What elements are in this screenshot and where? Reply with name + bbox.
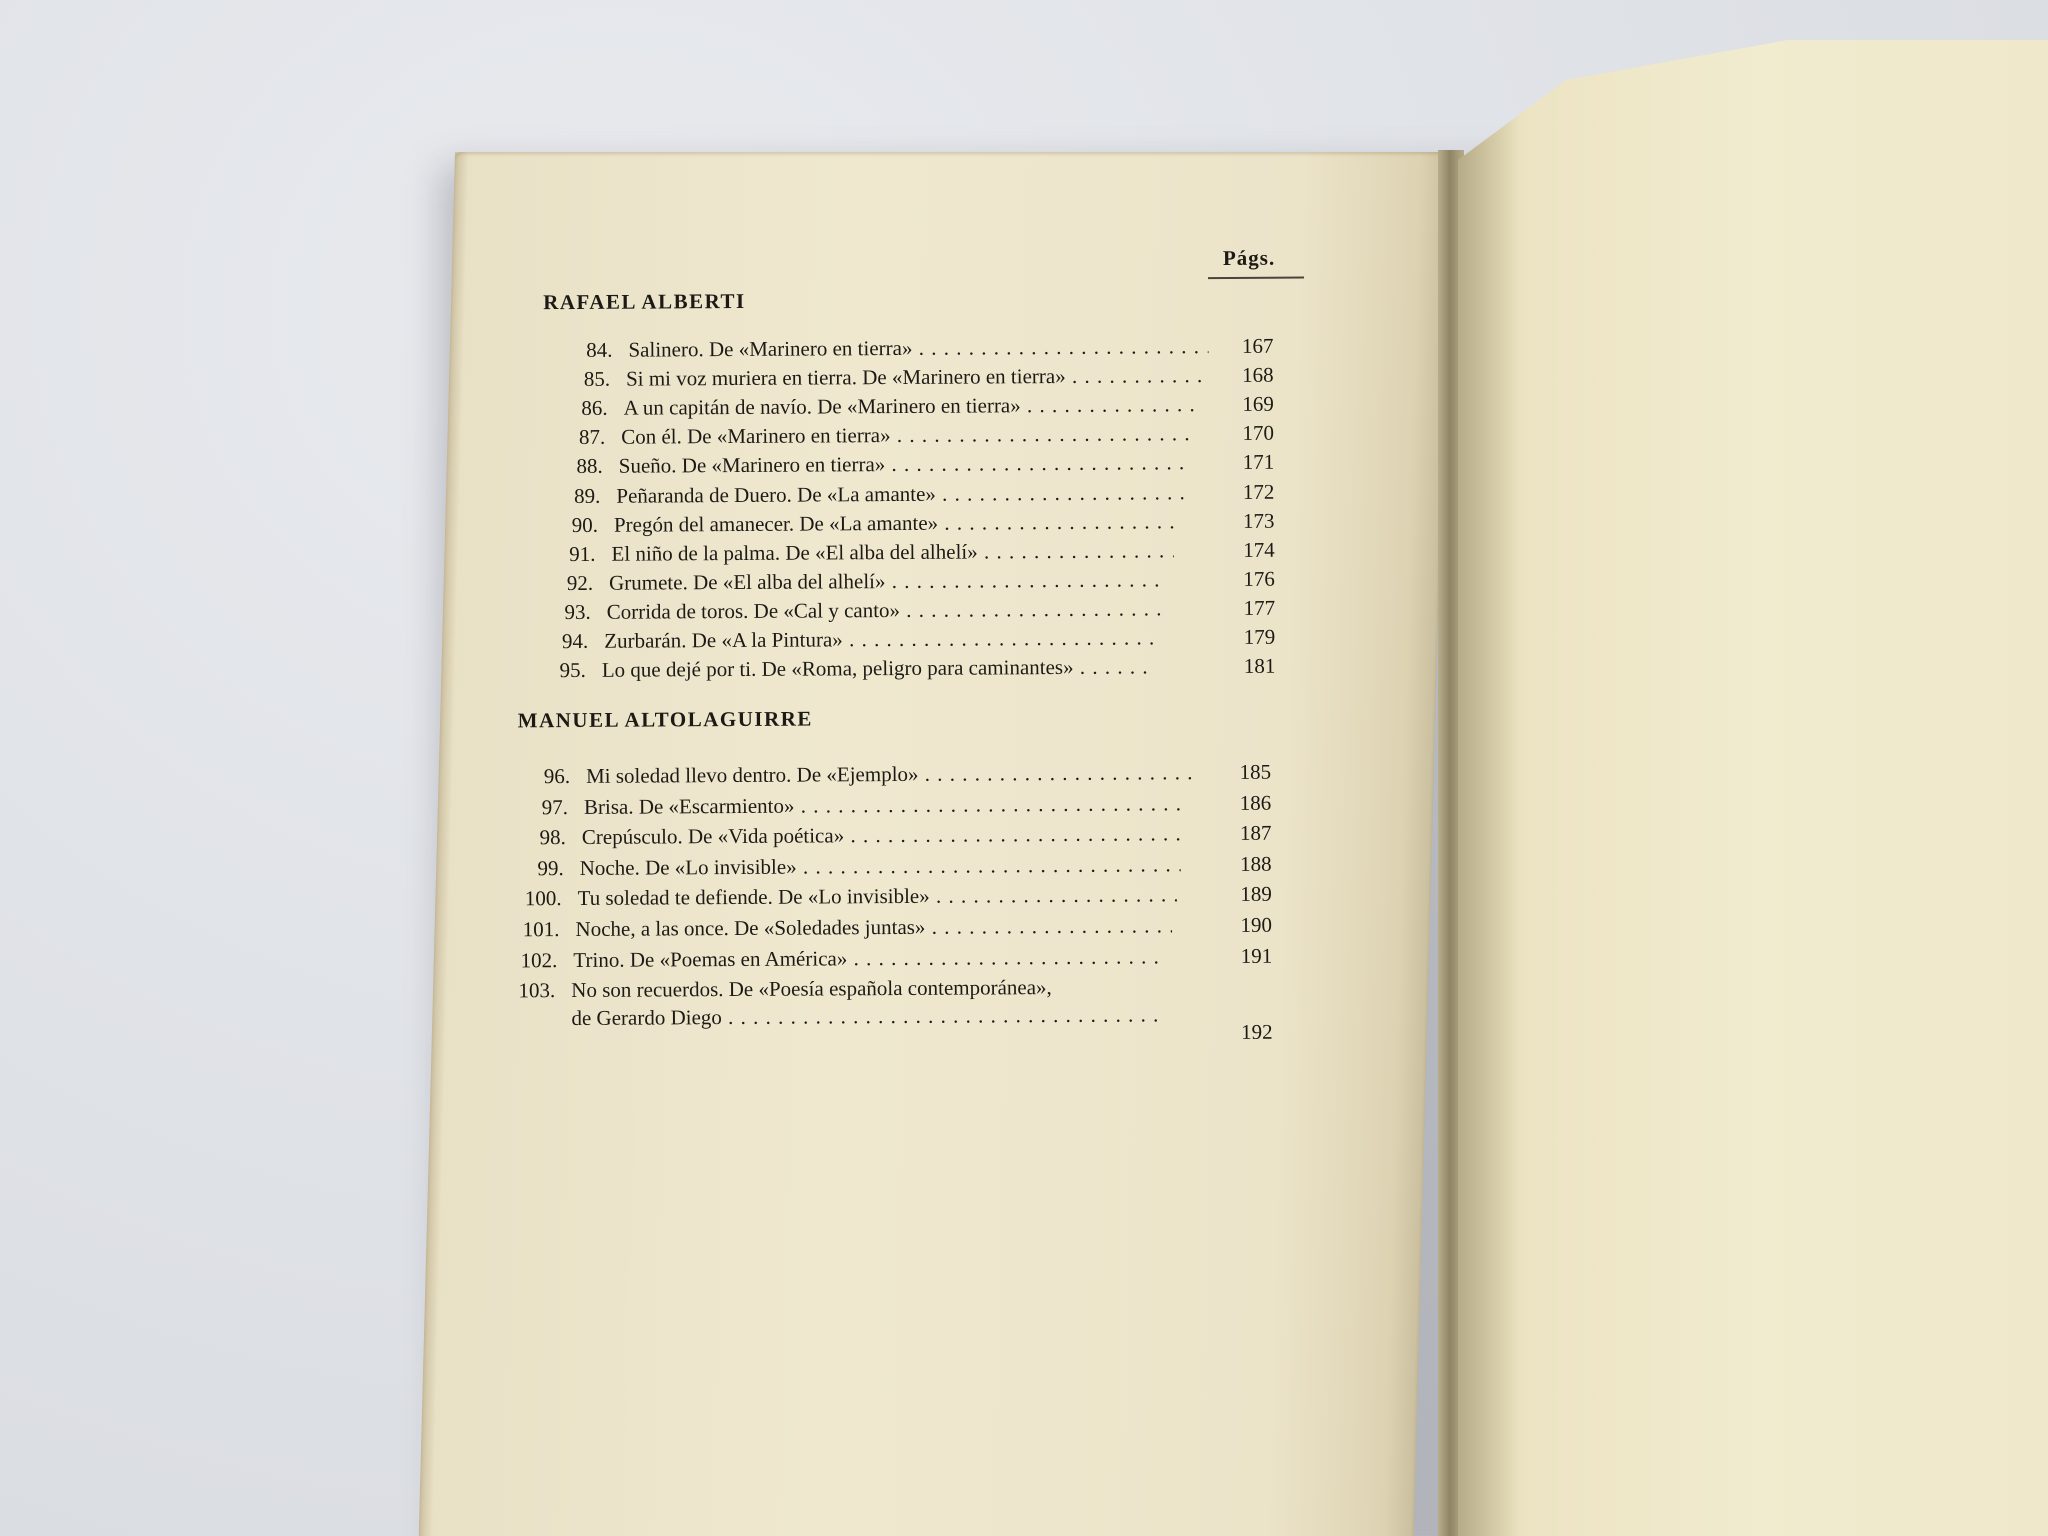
entry-number: 84. [586,337,613,362]
entry-page-number: 174 [1243,537,1275,562]
pages-column-rule [1208,277,1304,280]
entry-page-number: 176 [1243,566,1275,591]
toc-entry [522,652,1276,685]
entry-page-number: 188 [1240,851,1272,876]
entry-page-number: 190 [1240,912,1273,937]
section-author-heading: MANUEL ALTOLAGUIRRE [517,706,813,733]
entry-page-number: 186 [1239,790,1272,815]
entry-title: Trino. De «Poemas en América» . . . [573,942,1167,974]
entry-number: 99. [537,855,564,881]
toc-entry [529,565,1275,598]
entry-title: Noche. De «Lo invisible» . . . [580,850,1181,882]
entry-page-number: 173 [1242,508,1275,533]
entry-number: 96. [543,764,571,789]
toc-entry [531,535,1274,568]
entry-title: Mi soledad llevo dentro. De «Ejemplo» . . . [586,758,1194,790]
entry-title: Lo que dejé por ti. De «Roma, peligro para caminantes» . . . [602,653,1154,684]
entry-number: 88. [576,454,603,479]
toc-entry [548,332,1273,364]
entry-title: Peñaranda de Duero. De «La amante» . . . [616,478,1183,509]
entry-title: A un capitán de navío. De «Marinero en tierra» . . . [624,390,1199,422]
entry-title-continuation: de Gerardo Diego . . . [571,1001,1163,1033]
entry-page-number: 169 [1242,391,1274,417]
entry-title: Zurbarán. De «A la Pintura» . . . [604,623,1158,654]
entry-page-number: 168 [1242,362,1274,387]
toc-entry [534,506,1275,539]
entry-number: 95. [559,658,586,683]
toc-entry [498,880,1272,913]
entry-title: Corrida de toros. De «Cal y canto» . . . [607,594,1164,625]
entry-number: 85. [583,366,611,392]
entry-title: Brisa. De «Escarmiento» . . . [584,789,1190,821]
entry-number: 100. [524,886,562,911]
toc-entry [500,850,1272,883]
entry-number: 101. [522,917,560,942]
entry-title: No son recuerdos. De «Poesía española contemporánea», [571,975,1052,1003]
toc-entry [495,911,1272,944]
pages-column-label: Págs. [1222,245,1276,271]
entry-page-number: 185 [1239,759,1272,784]
toc-entry [493,941,1272,974]
entry-page-number: 192 [1241,1019,1273,1045]
entry-title: Salinero. De «Marinero en tierra» . . . [628,332,1208,364]
entry-page-number: 179 [1243,624,1276,649]
entry-title: Con él. De «Marinero en tierra» . . . [621,420,1193,451]
entry-page-number: 170 [1242,421,1275,446]
entry-number: 94. [561,628,589,654]
entry-page-number: 167 [1241,333,1274,358]
toc-entry [504,788,1271,821]
entry-number: 92. [566,570,594,595]
entry-number: 90. [571,512,598,537]
entry-number: 98. [539,825,566,850]
entry-page-number: 181 [1243,653,1276,678]
entry-title: Noche, a las once. De «Soledades juntas» . . . [575,911,1172,943]
toc-entry [491,972,1273,1045]
entry-title: El niño de la palma. De «El alba del alhelí» . . . [611,536,1173,567]
entry-title: Crepúsculo. De «Vida poética» . . . [582,819,1186,851]
toc-entry [536,477,1274,510]
entry-page-number: 177 [1243,595,1276,620]
entry-page-number: 171 [1242,450,1275,475]
toc-entry [539,448,1275,480]
entry-page-number: 191 [1240,943,1273,968]
entry-number: 93. [564,599,591,624]
entry-title: Grumete. De «El alba del alhelí» . . . [609,565,1168,596]
entry-title: Tu soledad te defiende. De «Lo invisible» . . . [578,881,1177,913]
toc-entry [541,419,1274,451]
entry-number: 102. [520,947,558,972]
entry-page-number: 189 [1240,882,1272,907]
toc-entry [506,758,1271,791]
toc-entry [502,819,1272,852]
toc-entry [546,361,1274,393]
section-author-heading: RAFAEL ALBERTI [543,288,746,315]
toc-entry [544,390,1274,422]
entry-title: Sueño. De «Marinero en tierra» . . . [619,449,1189,480]
entry-number: 89. [574,483,601,508]
entry-number: 103. [518,978,556,1003]
toc-entry [524,623,1275,656]
entry-number: 86. [581,395,608,421]
toc-entry [527,594,1276,627]
entry-number: 87. [578,425,606,450]
entry-title: Si mi voz muriera en tierra. De «Marinero en tierra» . . . [626,361,1204,393]
entry-page-number: 172 [1242,479,1275,504]
entry-number: 97. [541,794,569,819]
entry-title: Pregón del amanecer. De «La amante» . . . [614,507,1179,538]
entry-page-number: 187 [1239,820,1272,846]
entry-number: 91. [569,541,596,566]
